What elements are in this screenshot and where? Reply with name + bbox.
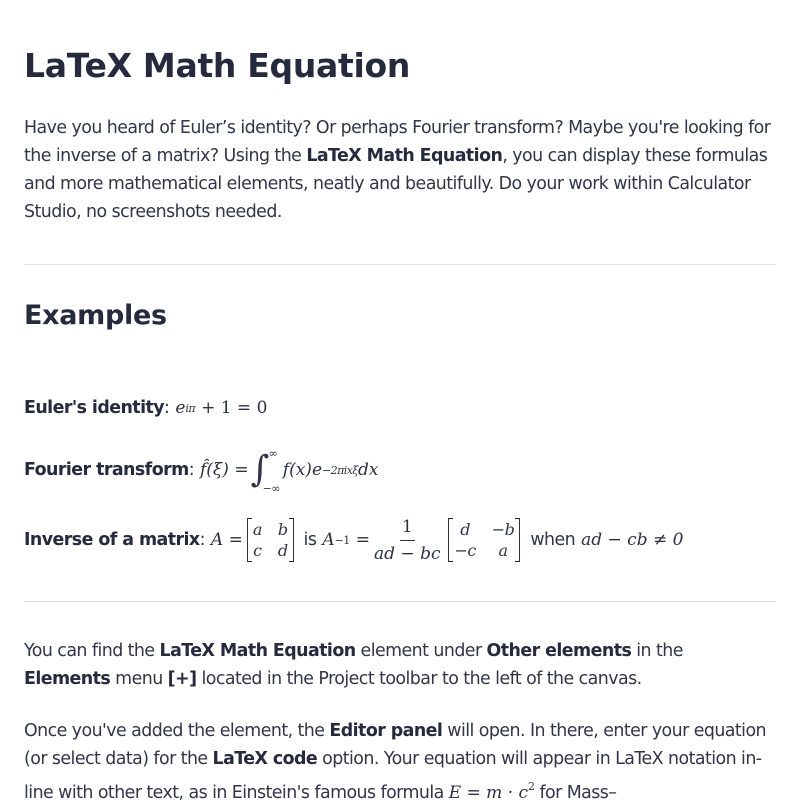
p3-text-4: for Mass– xyxy=(534,783,617,803)
p2-bold-latex: LaTeX Math Equation xyxy=(159,641,356,661)
fourier-colon: : xyxy=(188,460,194,480)
inverse-eq: = xyxy=(355,530,370,550)
inverse-base: A xyxy=(322,530,335,550)
p3-formula-exponent: 2 xyxy=(528,780,535,793)
elements-paragraph xyxy=(24,637,780,693)
integral-upper: ∞ xyxy=(268,447,278,460)
fourier-exponent: −2πixξ xyxy=(322,463,358,477)
fourier-label: Fourier transform xyxy=(24,460,189,480)
euler-base: e xyxy=(175,398,186,418)
divider-top xyxy=(24,264,776,265)
integral-sign: ∫ xyxy=(250,449,269,490)
matrix-cell: a xyxy=(498,541,508,560)
matrix-cell: −b xyxy=(491,520,515,539)
euler-exponent: iπ xyxy=(185,401,196,415)
example-inverse xyxy=(24,516,683,564)
fourier-integral xyxy=(250,447,280,495)
inverse-label: Inverse of a matrix xyxy=(24,530,200,550)
p3-text-1: Once you've added the element, the xyxy=(24,721,330,741)
integral-lower: −∞ xyxy=(262,482,280,495)
matrix-cell: d xyxy=(277,541,288,560)
examples-heading: Examples xyxy=(24,300,167,331)
euler-label: Euler's identity xyxy=(24,398,165,418)
p3-bold-latex-code: LaTeX code xyxy=(212,749,318,769)
matrix-cell: b xyxy=(277,520,288,539)
matrix-cell: d xyxy=(460,520,470,539)
p2-text-3: in the xyxy=(631,641,683,661)
p3-bold-editor-panel: Editor panel xyxy=(329,721,443,741)
p3-text-3: option. Your equation will appear in LaTeX notation in-line with other text, as in Einstein's famous formula xyxy=(24,749,762,803)
inverse-lhs: A = xyxy=(210,530,243,550)
divider-bottom xyxy=(24,601,776,602)
example-fourier xyxy=(24,447,379,495)
page-title: LaTeX Math Equation xyxy=(24,46,411,85)
euler-colon: : xyxy=(164,398,170,418)
p2-text-1: You can find the xyxy=(24,641,160,661)
inverse-colon: : xyxy=(199,530,205,550)
fourier-dx: dx xyxy=(357,460,379,480)
p2-text-4: menu xyxy=(110,669,168,689)
p2-bold-other-elements: Other elements xyxy=(486,641,632,661)
p2-bold-plus: [+] xyxy=(167,669,197,689)
matrix-cell: −c xyxy=(454,541,476,560)
fraction-numerator: 1 xyxy=(400,517,415,541)
fraction-denominator: ad − bc xyxy=(374,543,441,564)
intro-paragraph xyxy=(24,114,780,226)
intro-text-1: Have you heard of Euler’s identity? Or perhaps Fourier transform? Maybe you're looking for the inverse of a matrix? Using the xyxy=(24,118,771,166)
editor-paragraph xyxy=(24,717,780,807)
intro-text-2: , you can display these formulas and more mathematical elements, neatly and beautifully. Do your work within Calculator Studio, no screenshots needed. xyxy=(24,146,768,222)
p3-einstein-formula: E = m · c xyxy=(448,783,529,803)
matrix-cell: a xyxy=(252,520,262,539)
inverse-fraction xyxy=(374,517,440,564)
intro-bold-latex: LaTeX Math Equation xyxy=(306,146,503,166)
p3-text-2: will open. In there, enter your equation (or select data) for the xyxy=(24,721,767,769)
inverse-condition: ad − cb ≠ 0 xyxy=(581,530,684,550)
inverse-is: is xyxy=(303,530,317,550)
matrix-cell: c xyxy=(253,541,262,560)
p2-text-2: element under xyxy=(355,641,487,661)
matrix-b xyxy=(448,518,520,562)
example-euler xyxy=(24,398,267,418)
euler-rest: + 1 = 0 xyxy=(201,398,268,418)
inverse-exponent: −1 xyxy=(334,533,350,547)
fourier-body: f(x)e xyxy=(282,460,323,480)
p2-text-5: located in the Project toolbar to the left of the canvas. xyxy=(196,669,642,689)
matrix-a xyxy=(247,518,294,562)
inverse-when: when xyxy=(530,530,576,550)
p2-bold-elements: Elements xyxy=(24,669,111,689)
fourier-lhs: f̂(ξ) = xyxy=(200,460,249,480)
